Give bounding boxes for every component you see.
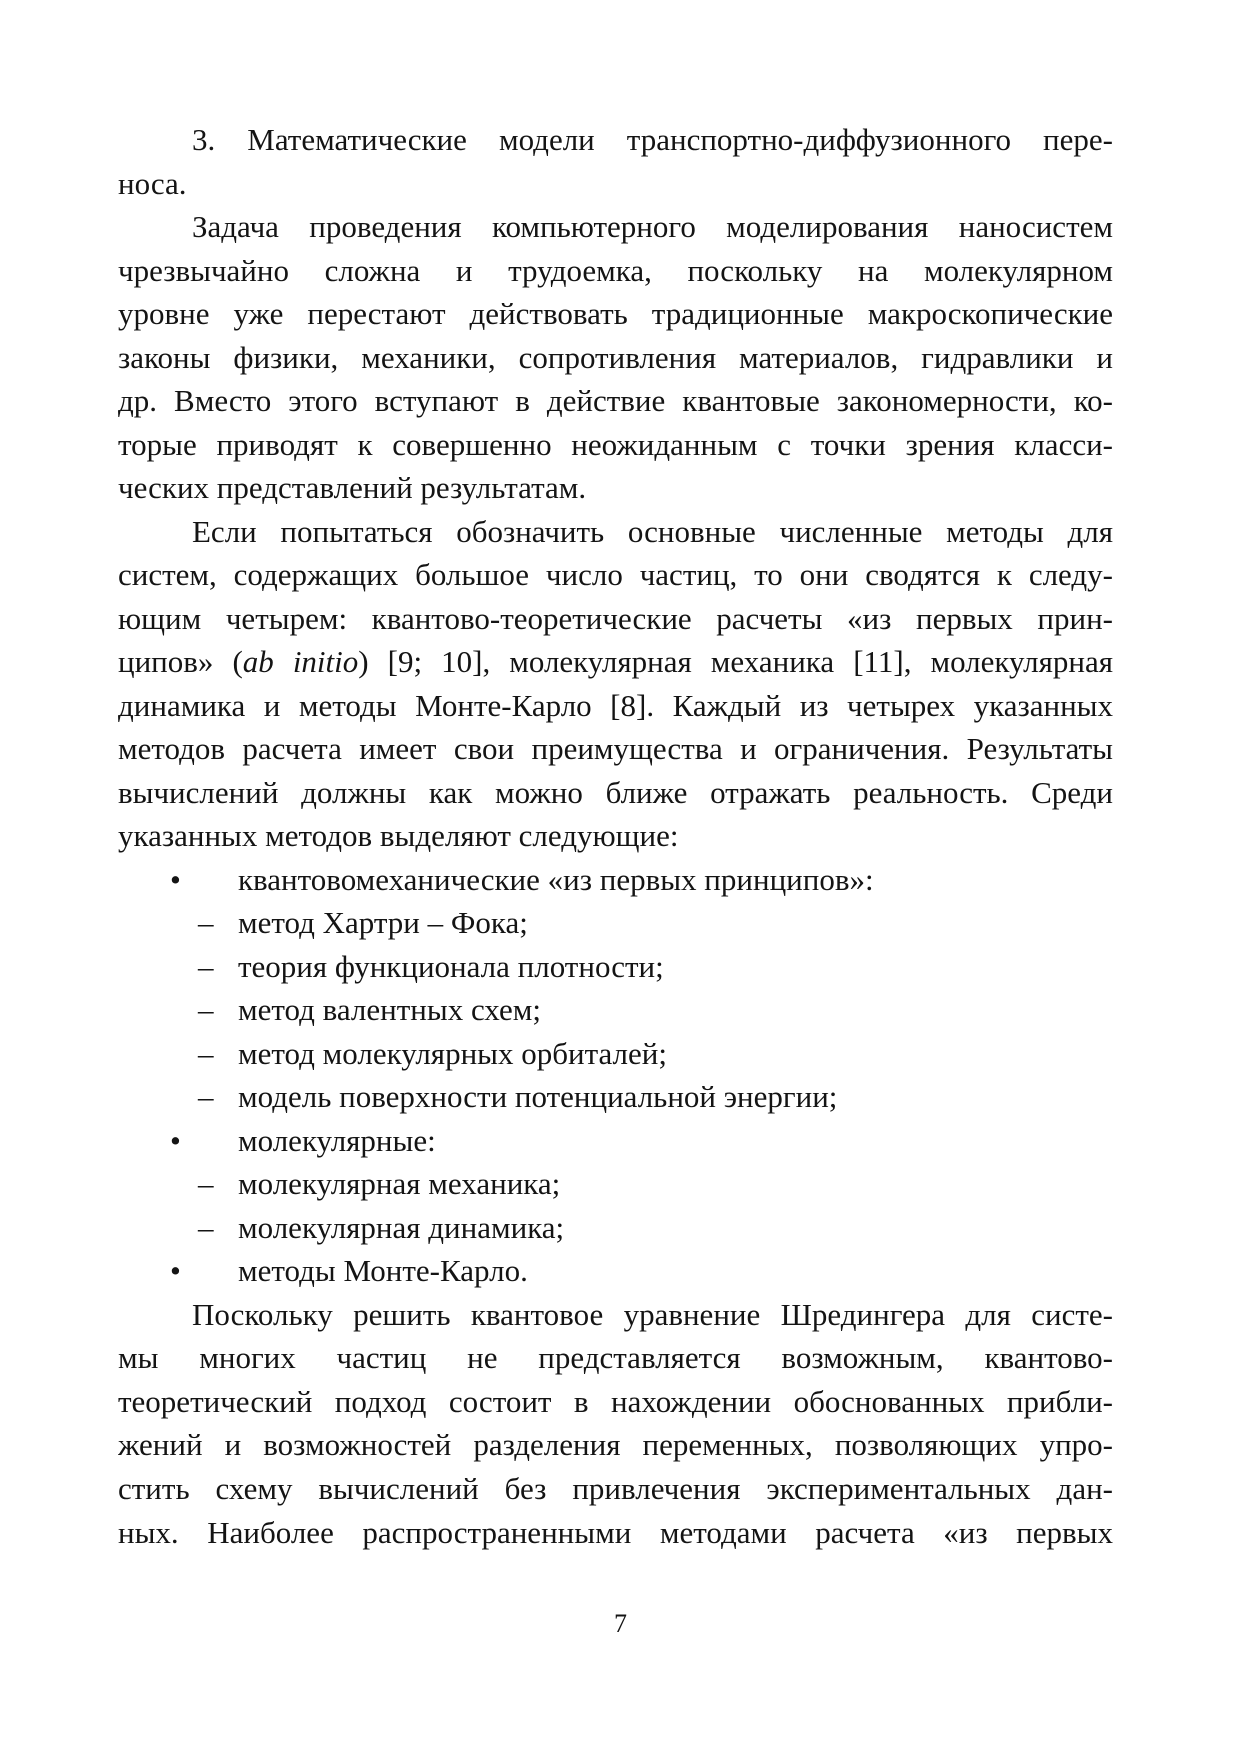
list-sub-item-text: теория функционала плотности; [238, 948, 664, 984]
paragraph-line: указанных методов выделяют следующие: [118, 818, 679, 854]
paragraph-line: Если попытаться обозначить основные численные методы для [192, 513, 1113, 549]
dash-marker: – [198, 1079, 214, 1115]
section-heading-line: 3. Математические модели транспортно-диффузионного пере- [192, 122, 1113, 157]
dash-marker: – [198, 1166, 214, 1202]
list-sub-item [118, 1206, 1113, 1250]
paragraph-line: теоретический подход состоит в нахождении обоснованных прибли- [118, 1383, 1113, 1419]
paragraph-line: уровне уже перестают действовать традиционные макроскопические [118, 296, 1113, 332]
text-segment: ) [9; 10], молекулярная механика [11], молекулярная [358, 644, 1113, 680]
paragraph-line: вычислений должны как можно ближе отражать реальность. Среди [118, 774, 1113, 810]
section-heading-line: носа. [118, 165, 187, 201]
list-item-text: молекулярные: [238, 1122, 436, 1158]
paragraph-line: стить схему вычислений без привлечения экспериментальных дан- [118, 1470, 1113, 1506]
list-bullet-item [118, 1119, 1113, 1163]
list-sub-item [118, 901, 1113, 945]
list-item-text: методы Монте-Карло. [238, 1253, 528, 1289]
paragraph-line: Задача проведения компьютерного моделирования наносистем [192, 209, 1113, 245]
dash-marker: – [198, 1035, 214, 1071]
bullet-marker: • [170, 861, 181, 897]
paragraph-line [118, 640, 1113, 684]
list-sub-item [118, 1075, 1113, 1119]
list-sub-item-text: метод Хартри – Фока; [238, 905, 528, 941]
paragraph-line: торые приводят к совершенно неожиданным с точки зрения класси- [118, 426, 1113, 462]
paragraph-line: ных. Наиболее распространенными методами расчета «из первых [118, 1514, 1113, 1550]
dash-marker: – [198, 905, 214, 941]
list-sub-item [118, 945, 1113, 989]
list-bullet-item [118, 1249, 1113, 1293]
list-sub-item-text: модель поверхности потенциальной энергии; [238, 1079, 838, 1115]
paragraph-line: систем, содержащих большое число частиц, то они сводятся к следу- [118, 557, 1113, 593]
page-number: 7 [614, 1609, 627, 1638]
paragraph-line: методов расчета имеет свои преимущества и ограничения. Результаты [118, 731, 1113, 767]
list-sub-item [118, 1162, 1113, 1206]
paragraph-line: динамика и методы Монте-Карло [8]. Каждый из четырех указанных [118, 687, 1113, 723]
list-sub-item [118, 988, 1113, 1032]
bullet-marker: • [170, 1253, 181, 1289]
bullet-marker: • [170, 1122, 181, 1158]
paragraph-line: законы физики, механики, сопротивления материалов, гидравлики и [118, 339, 1113, 375]
paragraph-line: жений и возможностей разделения переменных, позволяющих упро- [118, 1427, 1113, 1463]
paragraph-line: Поскольку решить квантовое уравнение Шредингера для систе- [192, 1296, 1113, 1332]
paragraph-line: ческих представлений результатам. [118, 470, 587, 506]
dash-marker: – [198, 1209, 214, 1245]
paragraph-line: чрезвычайно сложна и трудоемка, поскольку на молекулярном [118, 252, 1113, 288]
dash-marker: – [198, 948, 214, 984]
paragraph-line: др. Вместо этого вступают в действие квантовые закономерности, ко- [118, 383, 1113, 419]
list-bullet-item [118, 858, 1113, 902]
dash-marker: – [198, 992, 214, 1028]
paragraph-line: мы многих частиц не представляется возможным, квантово- [118, 1340, 1113, 1376]
list-sub-item-text: метод валентных схем; [238, 992, 542, 1028]
list-sub-item-text: молекулярная динамика; [238, 1209, 565, 1245]
paragraph-line: ющим четырем: квантово-теоретические расчеты «из первых прин- [118, 600, 1113, 636]
list-sub-item [118, 1032, 1113, 1076]
italic-term: ab initio [242, 644, 359, 680]
page-body [118, 118, 1113, 1554]
list-item-text: квантовомеханические «из первых принципов»: [238, 861, 874, 897]
list-sub-item-text: метод молекулярных орбиталей; [238, 1035, 667, 1071]
text-segment: ципов» ( [118, 644, 243, 680]
list-sub-item-text: молекулярная механика; [238, 1166, 561, 1202]
